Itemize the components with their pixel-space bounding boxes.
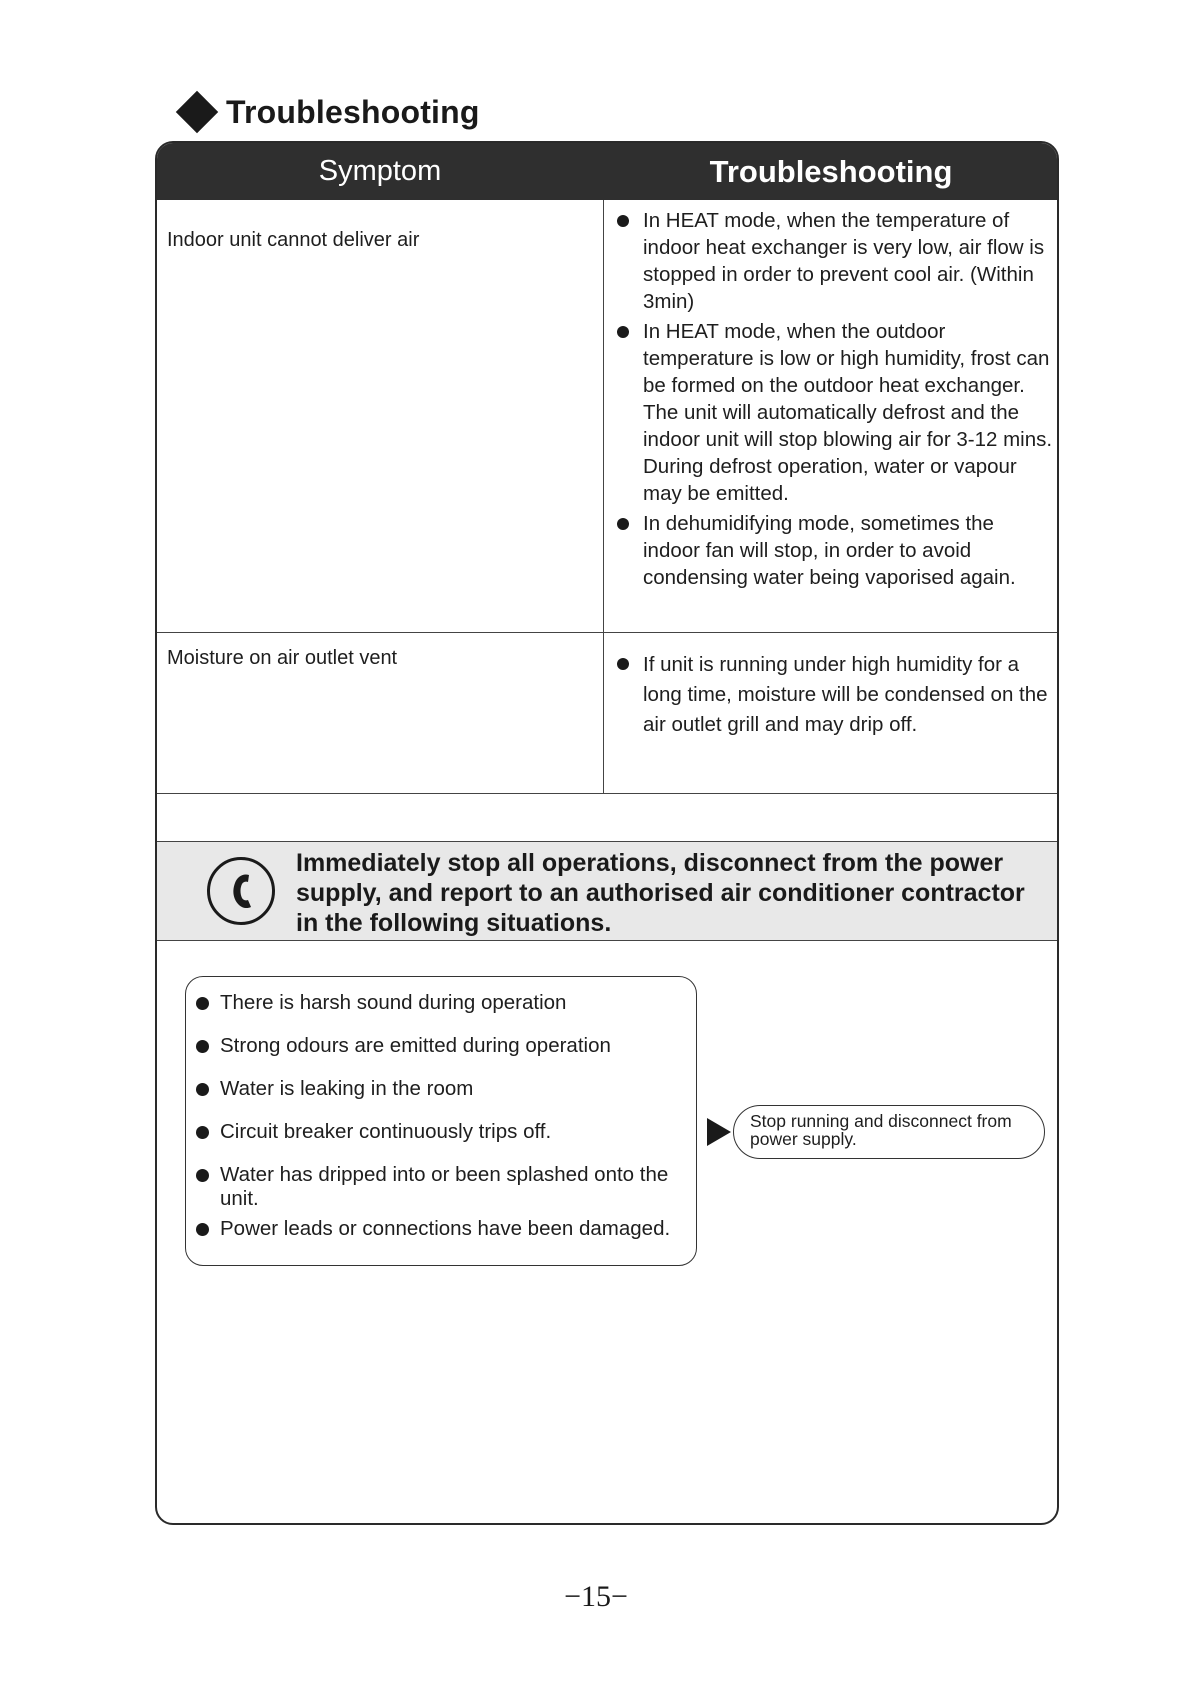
list-item: In HEAT mode, when the outdoor temperature is low or high humidity, frost can be formed on the outdoor heat exchanger. The unit will automatically defrost and the indoor unit will stop blowing air for 3-12 mins. During defrost operation, water or vapour may be emitted.: [613, 318, 1053, 507]
list-item: Circuit breaker continuously trips off.: [194, 1120, 694, 1144]
list-item: There is harsh sound during operation: [194, 991, 694, 1015]
table-header: [157, 143, 1057, 200]
list-item: Water has dripped into or been splashed onto the unit.: [194, 1163, 694, 1211]
list-item: Strong odours are emitted during operation: [194, 1034, 694, 1058]
situations-box: [185, 976, 697, 1266]
table-row-troubleshooting-list: [613, 207, 1053, 594]
list-item: In dehumidifying mode, sometimes the indoor fan will stop, in order to avoid condensing water being vaporised again.: [613, 510, 1053, 591]
troubleshooting-frame: [155, 141, 1059, 1525]
diamond-bullet-icon: [176, 91, 218, 133]
warning-text: Immediately stop all operations, disconnect from the power supply, and report to an authorised air conditioner contractor in the following situations.: [296, 849, 1025, 937]
troubleshooting-column-header: Troubleshooting: [709, 153, 953, 189]
row-divider: [157, 793, 1057, 794]
list-item: Water is leaking in the room: [194, 1077, 694, 1101]
list-item: In HEAT mode, when the temperature of indoor heat exchanger is very low, air flow is stopped in order to prevent cool air. (Within 3min): [613, 207, 1053, 315]
section-heading: [176, 90, 480, 134]
table-row-symptom: Indoor unit cannot deliver air: [167, 229, 420, 251]
table-row-symptom: Moisture on air outlet vent: [167, 647, 398, 669]
row-divider: [157, 632, 1057, 633]
section-heading-text: Troubleshooting: [226, 93, 480, 130]
symptom-column-header: Symptom: [318, 155, 442, 187]
situations-list: [194, 991, 694, 1260]
list-item: Power leads or connections have been damaged.: [194, 1217, 694, 1241]
list-item: If unit is running under high humidity for a long time, moisture will be condensed on the air outlet grill and may drip off.: [613, 650, 1053, 740]
table-row-troubleshooting-list: [613, 650, 1053, 743]
warning-band: [157, 841, 1057, 941]
arrow-right-icon: [707, 1118, 731, 1146]
phone-icon: [207, 857, 275, 925]
page-number: −15−: [564, 1580, 628, 1613]
action-box: Stop running and disconnect from power supply.: [733, 1105, 1045, 1159]
column-divider: [603, 200, 604, 793]
